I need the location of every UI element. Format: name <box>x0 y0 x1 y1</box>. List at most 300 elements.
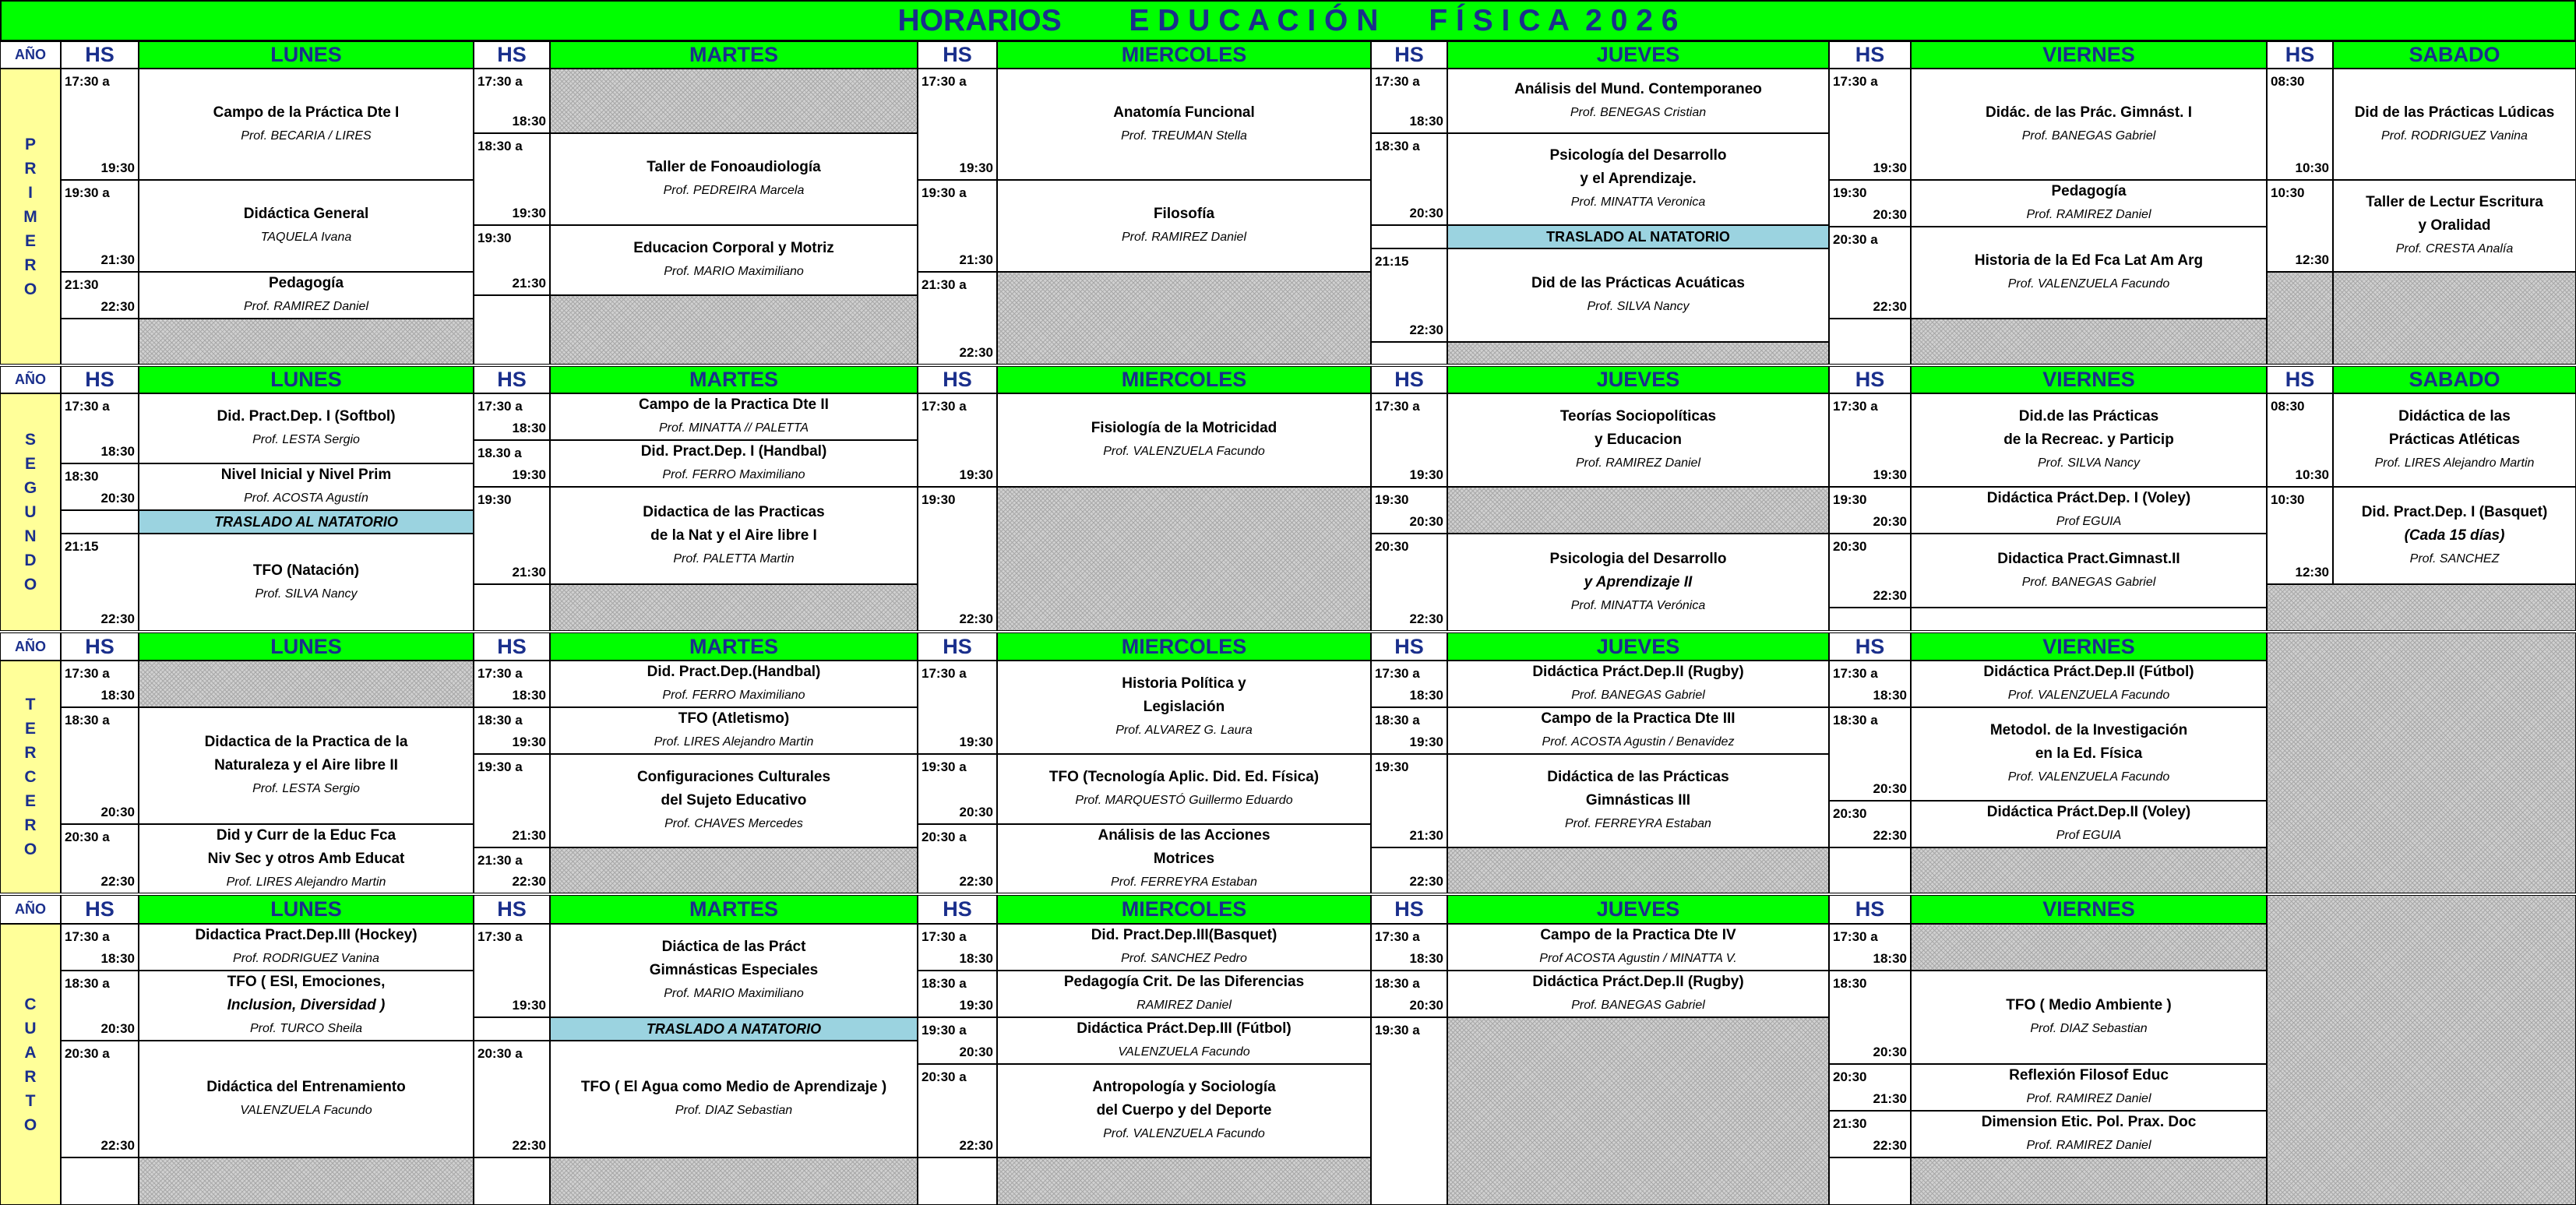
time-slot <box>1829 487 1911 534</box>
class-cell[interactable] <box>997 661 1371 754</box>
time-slot <box>918 824 997 893</box>
time-slot <box>1371 534 1447 631</box>
class-cell[interactable] <box>2333 180 2576 272</box>
end-time: 20:30 <box>1409 998 1443 1013</box>
year-name: PRIMERO <box>23 135 37 298</box>
cell-text: VIERNES <box>2042 43 2135 66</box>
notice-traslado <box>1447 225 1829 248</box>
professor-name: Prof. FERRO Maximiliano <box>662 468 805 481</box>
class-cell[interactable] <box>1911 534 2267 608</box>
time-slot <box>2267 69 2333 180</box>
cell-text: LUNES <box>270 368 342 391</box>
start-time: 20:30 a <box>922 830 967 844</box>
professor-name: Prof. RAMIREZ Daniel <box>243 300 369 313</box>
professor-name: VALENZUELA Facundo <box>1118 1045 1250 1059</box>
start-time: 17:30 a <box>477 399 523 414</box>
end-time: 22:30 <box>959 345 993 360</box>
start-time: 20:30 <box>1833 806 1867 821</box>
column-hs <box>61 41 139 69</box>
day-header-viernes <box>1911 895 2267 924</box>
class-cell[interactable] <box>550 1041 918 1157</box>
time-slot <box>474 1157 550 1205</box>
professor-name: Prof. RODRIGUEZ Vanina <box>233 952 379 965</box>
course-name: Didactica Pract.Gimnast.II <box>1997 550 2180 567</box>
end-time: 20:30 <box>959 805 993 819</box>
start-time: 17:30 a <box>477 74 523 89</box>
cell-text: VIERNES <box>2042 368 2135 391</box>
cell-text: LUNES <box>270 897 342 921</box>
professor-name: Prof. LESTA Sergio <box>252 782 360 795</box>
class-cell[interactable] <box>139 971 474 1041</box>
class-cell[interactable] <box>139 824 474 893</box>
start-time: 19:30 a <box>1375 1023 1420 1038</box>
start-time: 20:30 a <box>922 1069 967 1084</box>
course-name: Campo de la Práctica Dte I <box>213 104 400 121</box>
professor-name: Prof. SILVA Nancy <box>2037 456 2141 470</box>
professor-name: Prof. SILVA Nancy <box>255 587 358 601</box>
course-name: Pedagogía Crit. De las Diferencias <box>1063 974 1305 990</box>
cell-text: AÑO <box>15 638 46 654</box>
professor-name: Prof. FERREYRA Estaban <box>1111 875 1257 889</box>
start-time: 18.30 a <box>477 446 522 460</box>
course-name: Análisis del Mund. Contemporaneo <box>1514 80 1762 97</box>
class-cell[interactable] <box>1911 393 2267 487</box>
time-slot <box>474 584 550 631</box>
end-time: 21:30 <box>1409 828 1443 843</box>
course-name: Did de las Prácticas Acuáticas <box>1531 275 1745 291</box>
professor-name: Prof. VALENZUELA Facundo <box>1103 1127 1265 1140</box>
column-hs <box>474 366 550 393</box>
professor-name: Prof. BANEGAS Gabriel <box>1571 689 1705 702</box>
end-time: 22:30 <box>959 874 993 889</box>
class-cell[interactable] <box>1911 971 2267 1064</box>
end-time: 21:30 <box>512 828 546 843</box>
day-header-miercoles <box>997 895 1371 924</box>
start-time: 21:15 <box>65 539 99 554</box>
end-time: 22:30 <box>1409 322 1443 337</box>
professor-name: Prof. BANEGAS Gabriel <box>2021 129 2156 143</box>
class-cell[interactable] <box>550 133 918 225</box>
course-name: Teorías Sociopolíticas y Educacion <box>1559 408 1717 448</box>
day-header-lunes <box>139 895 474 924</box>
cell-text: MIERCOLES <box>1121 43 1247 66</box>
time-slot <box>474 295 550 365</box>
class-cell[interactable] <box>550 924 918 1017</box>
course-name: Pedagogía <box>2051 183 2127 199</box>
cell-text: HS <box>943 634 972 658</box>
end-time: 19:30 <box>512 467 546 482</box>
time-slot <box>474 393 550 440</box>
cell-text: HS <box>943 897 972 921</box>
day-header-jueves <box>1447 895 1829 924</box>
end-time: 19:30 <box>100 160 135 175</box>
year-name: SEGUNDO <box>23 431 37 594</box>
class-cell[interactable] <box>997 754 1371 824</box>
cell-text: HS <box>2285 368 2315 391</box>
start-time: 19:30 <box>1833 185 1867 200</box>
course-name: Didác. de las Prác. Gimnást. I <box>1985 104 2193 121</box>
cell-text: HS <box>1855 897 1885 921</box>
class-cell[interactable] <box>1447 707 1829 754</box>
cell-text: HS <box>1394 43 1424 66</box>
end-time: 19:30 <box>1409 735 1443 749</box>
cell-text: HS <box>85 368 115 391</box>
start-time: 19:30 a <box>477 759 523 774</box>
empty-slot <box>1447 1017 1829 1205</box>
course-name: Didactica Pract.Dep.III (Hockey) <box>195 927 418 943</box>
course-name: Did y Curr de la Educ Fca Niv Sec y otros Amb Educat <box>207 826 405 867</box>
cell-text: JUEVES <box>1596 43 1680 66</box>
class-cell[interactable] <box>139 1041 474 1157</box>
column-hs <box>1829 895 1911 924</box>
course-name: Didáctica General <box>243 206 369 222</box>
empty-slot <box>1911 924 2267 971</box>
professor-name: Prof. CHAVES Mercedes <box>664 817 803 830</box>
time-slot <box>61 534 139 631</box>
class-cell[interactable] <box>139 69 474 180</box>
time-slot <box>1371 342 1447 365</box>
class-cell[interactable] <box>1447 393 1829 487</box>
time-slot <box>61 463 139 510</box>
time-slot <box>1371 847 1447 893</box>
end-time: 22:30 <box>100 299 135 314</box>
cell-text: MARTES <box>689 368 778 391</box>
start-time: 17:30 a <box>1833 666 1878 681</box>
time-slot <box>918 971 997 1017</box>
time-slot <box>1829 1111 1911 1157</box>
cell-text: MARTES <box>689 897 778 921</box>
empty-slot <box>2267 895 2576 1205</box>
start-time: 17:30 a <box>922 74 967 89</box>
empty-slot <box>1447 847 1829 893</box>
end-time: 21:30 <box>959 252 993 267</box>
start-time: 17:30 a <box>1833 399 1878 414</box>
course-note: y Aprendizaje II <box>1584 573 1693 590</box>
class-cell[interactable] <box>1447 754 1829 847</box>
class-cell[interactable] <box>1911 69 2267 180</box>
class-cell[interactable] <box>550 707 918 754</box>
cell-text: HS <box>1855 634 1885 658</box>
day-header-miercoles <box>997 41 1371 69</box>
class-cell[interactable] <box>550 487 918 584</box>
time-slot <box>1371 924 1447 971</box>
course-name: TFO (Tecnología Aplic. Did. Ed. Física) <box>1048 769 1320 785</box>
time-slot <box>474 225 550 295</box>
cell-text: VIERNES <box>2042 634 2135 658</box>
class-cell[interactable] <box>997 971 1371 1017</box>
class-cell[interactable] <box>2333 393 2576 487</box>
day-header-martes <box>550 895 918 924</box>
class-cell[interactable] <box>997 1017 1371 1064</box>
cell-text: VIERNES <box>2042 897 2135 921</box>
start-time: 08:30 <box>2271 399 2305 414</box>
day-header-martes <box>550 366 918 393</box>
start-time: 17:30 a <box>922 929 967 944</box>
cell-text: AÑO <box>15 372 46 387</box>
class-cell[interactable] <box>1911 487 2267 534</box>
start-time: 17:30 a <box>65 929 110 944</box>
column-hs <box>1371 366 1447 393</box>
end-time: 20:30 <box>100 805 135 819</box>
end-time: 18:30 <box>959 951 993 966</box>
year-label-primero <box>0 69 61 365</box>
time-slot <box>918 924 997 971</box>
class-cell[interactable] <box>139 707 474 824</box>
time-slot <box>474 754 550 847</box>
course-name: Did.de las Prácticas de la Recreac. y Particip <box>2003 408 2174 448</box>
course-name: Didáctica de las Prácticas Atléticas <box>2388 408 2521 448</box>
start-time: 17:30 a <box>1833 74 1878 89</box>
class-cell[interactable] <box>1447 661 1829 707</box>
class-cell[interactable] <box>139 924 474 971</box>
start-time: 20:30 <box>1833 539 1867 554</box>
time-slot <box>918 1157 997 1205</box>
end-time: 19:30 <box>1409 467 1443 482</box>
class-cell[interactable] <box>1911 661 2267 707</box>
empty-slot <box>2267 632 2576 893</box>
course-name: Psicologia del Desarrollo <box>1549 550 1727 567</box>
start-time: 18:30 a <box>477 139 523 153</box>
class-cell[interactable] <box>997 924 1371 971</box>
end-time: 20:30 <box>1409 514 1443 529</box>
class-cell[interactable] <box>1911 1111 2267 1157</box>
empty-slot <box>1911 1157 2267 1205</box>
end-time: 19:30 <box>959 998 993 1013</box>
time-slot <box>61 319 139 365</box>
class-cell[interactable] <box>550 754 918 847</box>
year-name: TERCERO <box>23 696 37 858</box>
professor-name: RAMIREZ Daniel <box>1136 999 1232 1012</box>
course-name: Didáctica de las Prácticas Gimnásticas III <box>1547 769 1729 809</box>
end-time: 20:30 <box>100 491 135 506</box>
cell-text: AÑO <box>15 901 46 917</box>
empty-slot <box>550 1157 918 1205</box>
class-cell[interactable] <box>1447 924 1829 971</box>
cell-text: MIERCOLES <box>1121 634 1247 658</box>
class-cell[interactable] <box>2333 487 2576 584</box>
class-cell[interactable] <box>139 180 474 272</box>
cell-text: TRASLADO A NATATORIO <box>646 1020 822 1037</box>
time-slot <box>474 707 550 754</box>
professor-name: Prof. BANEGAS Gabriel <box>1571 999 1705 1012</box>
column-hs <box>2267 366 2333 393</box>
end-time: 22:30 <box>959 611 993 626</box>
time-slot <box>61 1157 139 1205</box>
cell-text: HS <box>2285 43 2315 66</box>
class-cell[interactable] <box>1911 180 2267 227</box>
time-slot <box>1829 661 1911 707</box>
time-slot <box>1829 393 1911 487</box>
start-time: 17:30 a <box>65 74 110 89</box>
time-slot <box>1829 801 1911 847</box>
time-slot <box>1371 707 1447 754</box>
day-header-sabado <box>2333 366 2576 393</box>
end-time: 10:30 <box>2295 467 2329 482</box>
class-cell[interactable] <box>1447 248 1829 342</box>
empty-slot <box>1911 319 2267 365</box>
class-cell[interactable] <box>1911 707 2267 801</box>
day-header-martes <box>550 632 918 661</box>
start-time: 20:30 <box>1375 539 1409 554</box>
class-cell[interactable] <box>1911 1064 2267 1111</box>
cell-text: HS <box>497 368 527 391</box>
empty-slot <box>1447 342 1829 365</box>
day-header-viernes <box>1911 41 2267 69</box>
cell-text: HS <box>943 43 972 66</box>
class-cell[interactable] <box>997 824 1371 893</box>
end-time: 18:30 <box>1409 114 1443 129</box>
time-slot <box>2267 393 2333 487</box>
day-header-jueves <box>1447 632 1829 661</box>
time-slot <box>918 272 997 365</box>
professor-name: Prof. DIAZ Sebastian <box>675 1104 793 1117</box>
start-time: 21:30 a <box>477 853 523 868</box>
class-cell[interactable] <box>1447 971 1829 1017</box>
day-header-jueves <box>1447 366 1829 393</box>
time-slot <box>2267 487 2333 584</box>
course-name: Didactica de las Practicas de la Nat y el Aire libre I <box>643 503 825 544</box>
course-name: Didáctica Práct.Dep.II (Rugby) <box>1532 974 1744 990</box>
professor-name: Prof EGUIA <box>2056 829 2122 842</box>
class-cell[interactable] <box>1911 801 2267 847</box>
course-name: Educacion Corporal y Motriz <box>633 240 834 256</box>
start-time: 19:30 <box>477 492 512 507</box>
year-name: CUARTO <box>23 995 37 1134</box>
column-hs <box>474 895 550 924</box>
time-slot <box>1829 707 1911 801</box>
class-cell[interactable] <box>550 661 918 707</box>
end-time: 20:30 <box>1409 206 1443 220</box>
course-name: Configuraciones Culturales del Sujeto Educativo <box>636 769 831 809</box>
time-slot <box>1371 754 1447 847</box>
class-cell[interactable] <box>139 393 474 463</box>
day-header-jueves <box>1447 41 1829 69</box>
professor-name: VALENZUELA Facundo <box>240 1104 372 1117</box>
class-cell[interactable] <box>1911 227 2267 319</box>
start-time: 19:30 a <box>922 759 967 774</box>
course-name: Dimension Etic. Pol. Prax. Doc <box>1981 1114 2197 1130</box>
class-cell[interactable] <box>1447 534 1829 631</box>
time-slot <box>1371 133 1447 225</box>
class-cell[interactable] <box>997 69 1371 180</box>
day-header-miercoles <box>997 632 1371 661</box>
cell-text: HS <box>1855 368 1885 391</box>
professor-name: Prof. RODRIGUEZ Vanina <box>2381 129 2528 143</box>
end-time: 19:30 <box>1873 160 1907 175</box>
professor-name: Prof. BENEGAS Cristian <box>1570 105 1707 119</box>
professor-name: Prof. RAMIREZ Daniel <box>1575 456 1701 470</box>
end-time: 22:30 <box>100 1138 135 1153</box>
course-name: Historia Política y Legislación <box>1122 675 1246 715</box>
class-cell[interactable] <box>550 225 918 295</box>
professor-name: Prof. ACOSTA Agustín <box>244 492 368 505</box>
class-cell[interactable] <box>997 1064 1371 1157</box>
class-cell[interactable] <box>139 463 474 510</box>
course-name: Historia de la Ed Fca Lat Am Arg <box>1974 252 2204 269</box>
start-time: 17:30 a <box>922 666 967 681</box>
column-hs <box>1371 895 1447 924</box>
time-slot <box>61 272 139 319</box>
course-name: Anatomía Funcional <box>1113 104 1255 121</box>
cell-text: TRASLADO AL NATATORIO <box>214 513 398 530</box>
column-hs <box>474 41 550 69</box>
day-header-viernes <box>1911 632 2267 661</box>
course-name: Pedagogía <box>268 275 344 291</box>
day-header-lunes <box>139 41 474 69</box>
start-time: 17:30 a <box>922 399 967 414</box>
column-hs <box>1371 41 1447 69</box>
time-slot <box>1829 608 1911 631</box>
professor-name: Prof. MARQUESTÓ Guillermo Eduardo <box>1075 794 1293 807</box>
cell-text: HS <box>85 634 115 658</box>
start-time: 18:30 a <box>1375 976 1420 991</box>
cell-text: HS <box>85 43 115 66</box>
day-header-viernes <box>1911 366 2267 393</box>
class-cell[interactable] <box>1447 133 1829 225</box>
time-slot <box>1371 225 1447 248</box>
course-name: Didáctica del Entrenamiento <box>206 1079 406 1095</box>
professor-name: Prof. TREUMAN Stella <box>1121 129 1247 143</box>
day-header-martes <box>550 41 918 69</box>
end-time: 22:30 <box>100 874 135 889</box>
start-time: 10:30 <box>2271 185 2305 200</box>
notice-traslado <box>139 510 474 534</box>
professor-name: Prof. RAMIREZ Daniel <box>2026 1092 2151 1105</box>
start-time: 17:30 a <box>65 666 110 681</box>
class-cell[interactable] <box>2333 69 2576 180</box>
class-cell[interactable] <box>550 440 918 487</box>
empty-slot <box>139 661 474 707</box>
empty-slot <box>550 69 918 133</box>
start-time: 17:30 a <box>477 666 523 681</box>
end-time: 22:30 <box>1873 588 1907 603</box>
end-time: 19:30 <box>959 735 993 749</box>
class-cell[interactable] <box>139 534 474 631</box>
empty-slot <box>997 1157 1371 1205</box>
time-slot <box>1829 971 1911 1064</box>
class-cell[interactable] <box>997 393 1371 487</box>
page-title: HORARIOS E D U C A C I Ó N F Í S I C A 2 0 2 6 <box>0 0 2576 41</box>
course-name: Campo de la Practica Dte III <box>1541 710 1736 727</box>
start-time: 18:30 a <box>922 976 967 991</box>
end-time: 18:30 <box>100 951 135 966</box>
course-name: Didáctica Práct.Dep.II (Fútbol) <box>1983 664 2194 680</box>
course-name: TFO (Atletismo) <box>678 710 790 727</box>
cell-text: HS <box>1394 897 1424 921</box>
class-cell[interactable] <box>139 272 474 319</box>
end-time: 21:30 <box>1873 1091 1907 1106</box>
start-time: 17:30 a <box>65 399 110 414</box>
time-slot <box>918 69 997 180</box>
end-time: 22:30 <box>512 1138 546 1153</box>
end-time: 21:30 <box>100 252 135 267</box>
class-cell[interactable] <box>550 393 918 440</box>
column-hs <box>2267 41 2333 69</box>
end-time: 18:30 <box>1409 688 1443 703</box>
time-slot <box>61 69 139 180</box>
empty-slot <box>550 847 918 893</box>
course-name: Filosofía <box>1153 206 1215 222</box>
class-cell[interactable] <box>1447 69 1829 133</box>
time-slot <box>918 1064 997 1157</box>
start-time: 18:30 <box>1833 976 1867 991</box>
column-hs <box>61 895 139 924</box>
class-cell[interactable] <box>997 180 1371 272</box>
year-label-tercero <box>0 661 61 893</box>
end-time: 19:30 <box>512 206 546 220</box>
professor-name: Prof. LIRES Alejandro Martin <box>2374 456 2535 470</box>
start-time: 21:30 <box>1833 1116 1867 1131</box>
